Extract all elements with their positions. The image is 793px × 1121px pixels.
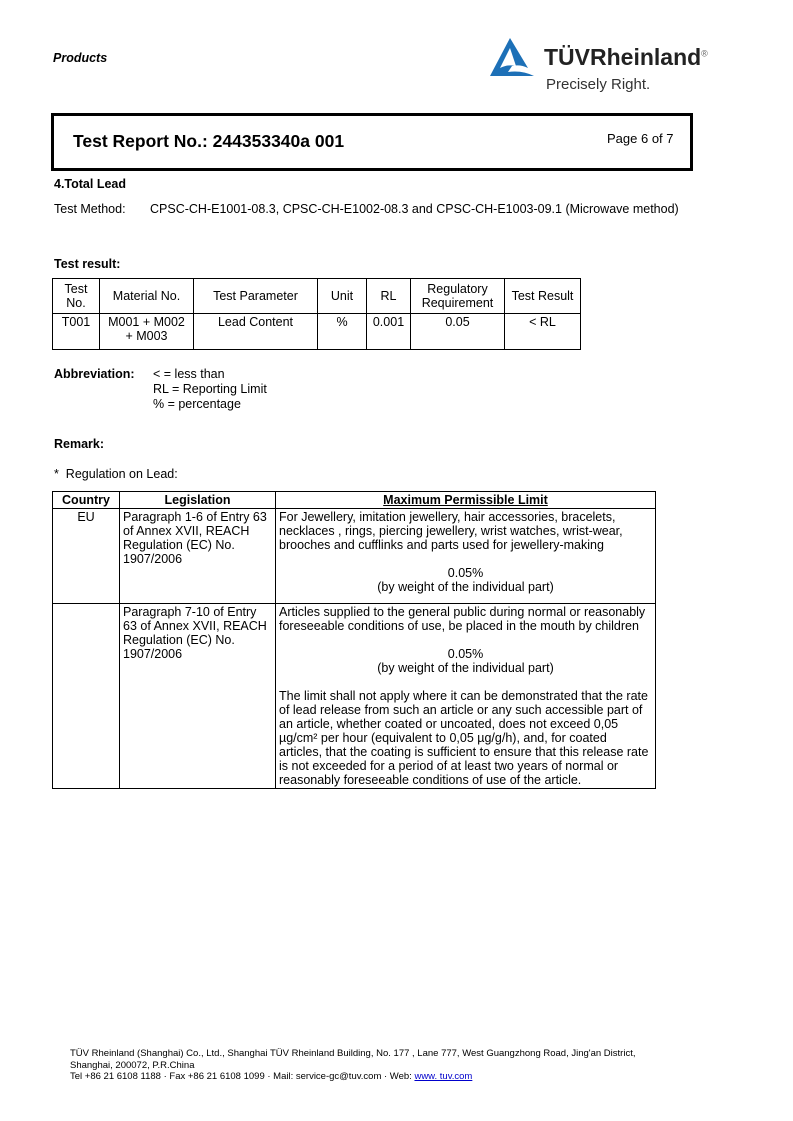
country-cell: EU xyxy=(53,509,120,604)
limit-note: (by weight of the individual part) xyxy=(377,580,554,594)
abbreviation-item: % = percentage xyxy=(153,397,241,411)
test-method-value: CPSC-CH-E1001-08.3, CPSC-CH-E1002-08.3 and CPSC-CH-E1003-09.1 (Microwave method) xyxy=(150,202,679,216)
limit-note: (by weight of the individual part) xyxy=(377,661,554,675)
footer xyxy=(70,1048,635,1083)
cell: < RL xyxy=(505,314,581,350)
table-row xyxy=(53,509,656,604)
logo-text: TÜVRheinland xyxy=(544,44,702,70)
col-header: Test No. xyxy=(53,279,100,314)
table-header-row xyxy=(53,492,656,509)
col-header: Regulatory Requirement xyxy=(411,279,505,314)
tagline: Precisely Right. xyxy=(546,76,651,93)
limit-value: 0.05% xyxy=(447,566,484,580)
footer-contact xyxy=(70,1071,635,1083)
country-cell xyxy=(53,604,120,789)
abbreviation-item: < = less than xyxy=(153,367,225,381)
table-row xyxy=(53,604,656,789)
cell: T001 xyxy=(53,314,100,350)
col-header: Maximum Permissible Limit xyxy=(276,492,656,509)
test-method-label: Test Method: xyxy=(54,202,126,216)
col-header: Legislation xyxy=(120,492,276,509)
limit-description: Articles supplied to the general public during normal or reasonably foreseeable conditions of use, be placed in the mouth by children xyxy=(279,605,646,633)
test-result-table xyxy=(52,278,581,350)
abbreviation-item: RL = Reporting Limit xyxy=(153,382,267,396)
remark-title: Remark: xyxy=(54,437,105,451)
cell: % xyxy=(318,314,367,350)
legislation-cell: Paragraph 7-10 of Entry 63 of Annex XVII, REACH Regulation (EC) No. 1907/2006 xyxy=(120,604,276,789)
footer-contact-text: Tel +86 21 6108 1188 · Fax +86 21 6108 1099 · Mail: service-gc@tuv.com · Web: xyxy=(70,1071,415,1082)
page-number: Page 6 of 7 xyxy=(607,131,674,146)
limit-description: For Jewellery, imitation jewellery, hair accessories, bracelets, necklaces , rings, piercing jewellery, wrist watches, wrist-wear, brooches and cufflinks and parts used for jewellery-making xyxy=(279,510,623,552)
cell: 0.001 xyxy=(367,314,411,350)
abbreviation-list xyxy=(153,367,267,412)
col-header: Country xyxy=(53,492,120,509)
col-header: Test Result xyxy=(505,279,581,314)
table-row xyxy=(53,314,581,350)
limit-cell xyxy=(276,604,656,789)
legislation-cell: Paragraph 1-6 of Entry 63 of Annex XVII, REACH Regulation (EC) No. 1907/2006 xyxy=(120,509,276,604)
footer-city: Shanghai, 200072, P.R.China xyxy=(70,1059,195,1071)
limit-value: 0.05% xyxy=(447,647,484,661)
remark-note: * Regulation on Lead: xyxy=(54,467,178,481)
report-title-box xyxy=(51,113,693,171)
abbreviation-label: Abbreviation: xyxy=(54,367,135,381)
col-header: Test Parameter xyxy=(194,279,318,314)
report-title: Test Report No.: 244353340a 001 xyxy=(73,131,345,151)
table-header-row xyxy=(53,279,581,314)
website-link[interactable]: www. tuv.com xyxy=(414,1071,473,1082)
col-header: Unit xyxy=(318,279,367,314)
tuv-triangle-icon xyxy=(488,36,536,78)
cell: M001 + M002 + M003 xyxy=(100,314,194,350)
col-header: Material No. xyxy=(100,279,194,314)
limit-exception: The limit shall not apply where it can be demonstrated that the rate of lead release from such an article or any such accessible part of an article, whether coated or uncoated, does not exceed 0,05 µg/cm² per hour (equivalent to 0,05 µg/g/h), and, for coated articles, that the coating is sufficient to ensure that this release rate is not exceeded for a period of at least two years of normal or reasonably foreseeable conditions of use of the article. xyxy=(279,689,649,787)
regulation-table xyxy=(52,491,656,789)
col-header: RL xyxy=(367,279,411,314)
footer-address: TÜV Rheinland (Shanghai) Co., Ltd., Shanghai TÜV Rheinland Building, No. 177 , Lane 777, West Guangzhong Road, Jing'an District, xyxy=(70,1048,636,1059)
limit-cell xyxy=(276,509,656,604)
cell: Lead Content xyxy=(194,314,318,350)
test-result-title: Test result: xyxy=(54,257,121,271)
section-title: 4.Total Lead xyxy=(54,177,127,191)
section-label: Products xyxy=(53,51,108,65)
logo-reg: ® xyxy=(701,48,708,59)
cell: 0.05 xyxy=(411,314,505,350)
